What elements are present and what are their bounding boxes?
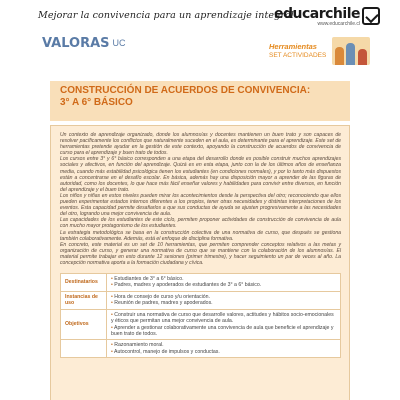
tools-title: Herramientas [269, 42, 317, 51]
tools-subtitle: SET ACTIVIDADES [269, 52, 327, 59]
title-line-1: CONSTRUCCIÓN DE ACUERDOS DE CONVIVENCIA: [60, 85, 311, 96]
row-content [107, 340, 341, 358]
tools-badge [269, 36, 395, 66]
tagline: Mejorar la convivencia para un aprendizaje integral [38, 10, 294, 21]
row-content [107, 309, 341, 340]
partner-name: VALORAS [42, 36, 110, 51]
row-label: Instancias de uso [61, 291, 107, 309]
classroom-illustration-icon [332, 37, 370, 65]
list-item: • Aprender a gestionar colaborativamente una convivencia de aula que beneficie el aprendizaje y buen trato de todos. [111, 325, 336, 338]
row-label: Destinatarios [61, 274, 107, 292]
row-content [107, 291, 341, 309]
table-row [61, 291, 341, 309]
paragraph: Los cursos entre 3° y 6° básico corresponden a una etapa del desarrollo donde es posible construir muchos aprendizajes sociales y afectivos, en función del aprendizaje. Quizá es en esta etapa, junto con la de los últimos años de enseñanza media, cuando más estabilidad psicológica tienen los estudiantes (en condiciones normales), y por lo tanto más dispuestos están a concentrarse en el desafío escolar. En básica, además hay una disposición mayor a aprender de las figuras de autoridad, como los docentes, lo que hace más fácil enseñar valores y habilidades para convivir entre diversos, en función del aprendizaje y el buen trato. [60, 156, 341, 193]
table-row [61, 340, 341, 358]
list-item: • Construir una normativa de curso que desarrolle valores, actitudes y hábitos socio-emocionales y éticos que permitan una mejor convivencia de aula. [111, 312, 336, 325]
brand-name: educarchile [274, 6, 360, 22]
content-panel [50, 125, 350, 400]
list-item: • Autocontrol, manejo de impulsos y conductas. [111, 349, 336, 355]
list-item: • Reunión de padres, madres y apoderados. [111, 300, 336, 306]
paragraph: Los niños y niñas en estos niveles pueden mirar los acontecimientos desde la perspectiva del otro; reconociendo que ellos pueden experimentar estados internos diferentes a los propios, tener otras necesidades y distintas interpretaciones de los eventos. Esta capacidad permite desafiarlos a que sus conductas de ayuda se ajusten progresivamente a las necesidades del otro, logrando una mejor convivencia de aula. [60, 192, 341, 218]
info-table [60, 273, 341, 358]
row-content [107, 274, 341, 292]
row-label: Objetivos [61, 309, 107, 340]
table-row [61, 309, 341, 340]
brand-url: www.educarchile.cl [317, 21, 360, 27]
table-row [61, 274, 341, 292]
list-item: • Razonamiento moral. [111, 342, 336, 348]
list-item: • Estudiantes de 3° a 6° básico. [111, 276, 336, 282]
list-item: • Hora de consejo de curso y/u orientación. [111, 294, 336, 300]
paragraph: En concreto, este material es un set de 10 herramientas, que permiten comprender conceptos relativos a las metas y organización de curso, y generar una normativa de curso que se mantiene con la colaboración de los alumnos/as. El material permite trabajar en esto durante 12 sesiones (primer trimestre), y hacer seguimiento un par de veces al año. La concepción normativa aporta a la formación ciudadana y cívica. [60, 241, 341, 266]
paragraph: Un contexto de aprendizaje organizado, donde los alumnos/as y docentes mantienen un buen trato y son capaces de resolver pacíficamente los conflictos que naturalmente suceden en el aula, es determinante para el aprendizaje. Este set de herramientas pretende ayudar en la gestión de este contexto, apoyando la construcción de acuerdos de convivencia de curso para el aprendizaje y buen trato de todos. [60, 132, 341, 157]
educarchile-logo[interactable] [274, 6, 380, 27]
document-title [50, 81, 350, 121]
checkmark-logo-icon [362, 7, 380, 25]
valoras-logo [42, 36, 126, 51]
list-item: • Padres, madres y apoderados de estudiantes de 3° a 6° básico. [111, 282, 336, 288]
partner-sub: UC [112, 38, 126, 48]
paragraph: La estrategia metodológica se basa en la construcción colectiva de una normativa de curso, que después se gestiona también colaborativamente. Además, está el enfoque de disciplina formativa. [60, 229, 341, 242]
paragraph: Las capacidades de los estudiantes de este ciclo, permiten proponer actividades de construcción de convivencia de aula con mucho mayor protagonismo de los estudiantes. [60, 217, 341, 230]
title-line-2: 3° A 6° BÁSICO [60, 97, 133, 108]
row-label [61, 340, 107, 358]
